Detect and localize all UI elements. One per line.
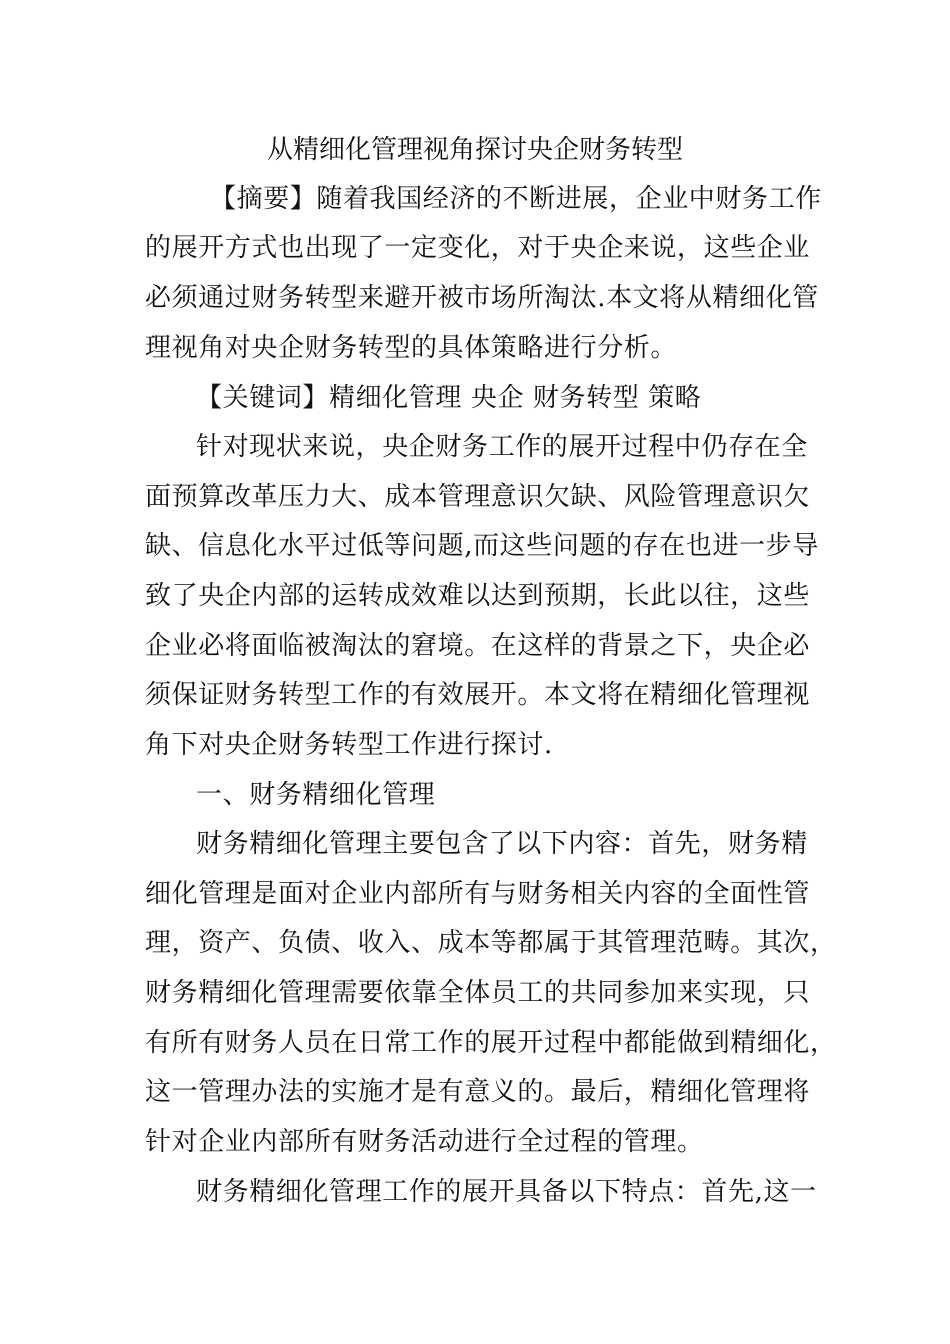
- paragraph-line: 理，资产、负债、收入、成本等都属于其管理范畴。其次，: [145, 928, 837, 958]
- abstract-line-4: 理视角对央企财务转型的具体策略进行分析。: [145, 333, 678, 363]
- paragraph-line: 这一管理办法的实施才是有意义的。最后，精细化管理将: [145, 1077, 811, 1107]
- paragraph-line: 针对现状来说，央企财务工作的展开过程中仍存在全: [196, 432, 808, 462]
- abstract-line-3: 必须通过财务转型来避开被市场所淘汰.本文将从精细化管: [145, 283, 819, 313]
- abstract-line-2: 的展开方式也出现了一定变化，对于央企来说，这些企业: [145, 233, 811, 263]
- abstract-line-1: 【摘要】随着我国经济的不断进展，企业中财务工作: [210, 184, 822, 214]
- paragraph-line: 针对企业内部所有财务活动进行全过程的管理。: [145, 1127, 704, 1157]
- paragraph-line: 财务精细化管理主要包含了以下内容：首先，财务精: [196, 829, 808, 859]
- keywords-line: 【关键词】精细化管理 央企 财务转型 策略: [196, 383, 702, 413]
- paragraph-line: 角下对央企财务转型工作进行探讨.: [145, 730, 553, 760]
- paragraph-line: 缺、信息化水平过低等问题,而这些问题的存在也进一步导: [145, 531, 819, 561]
- paragraph-line: 财务精细化管理工作的展开具备以下特点：首先,这一: [196, 1177, 817, 1207]
- paragraph-line: 面预算改革压力大、成本管理意识欠缺、风险管理意识欠: [145, 482, 811, 512]
- paragraph-line: 细化管理是面对企业内部所有与财务相关内容的全面性管: [145, 879, 811, 909]
- section-heading: 一、财务精细化管理: [196, 780, 436, 810]
- document-title: 从精细化管理视角探讨央企财务转型: [266, 135, 683, 165]
- paragraph-line: 须保证财务转型工作的有效展开。本文将在精细化管理视: [145, 680, 811, 710]
- paragraph-line: 财务精细化管理需要依靠全体员工的共同参加来实现，只: [145, 978, 811, 1008]
- paragraph-line: 致了央企内部的运转成效难以达到预期，长此以往，这些: [145, 581, 811, 611]
- paragraph-line: 企业必将面临被淘汰的窘境。在这样的背景之下，央企必: [145, 631, 811, 661]
- paragraph-line: 有所有财务人员在日常工作的展开过程中都能做到精细化，: [145, 1028, 837, 1058]
